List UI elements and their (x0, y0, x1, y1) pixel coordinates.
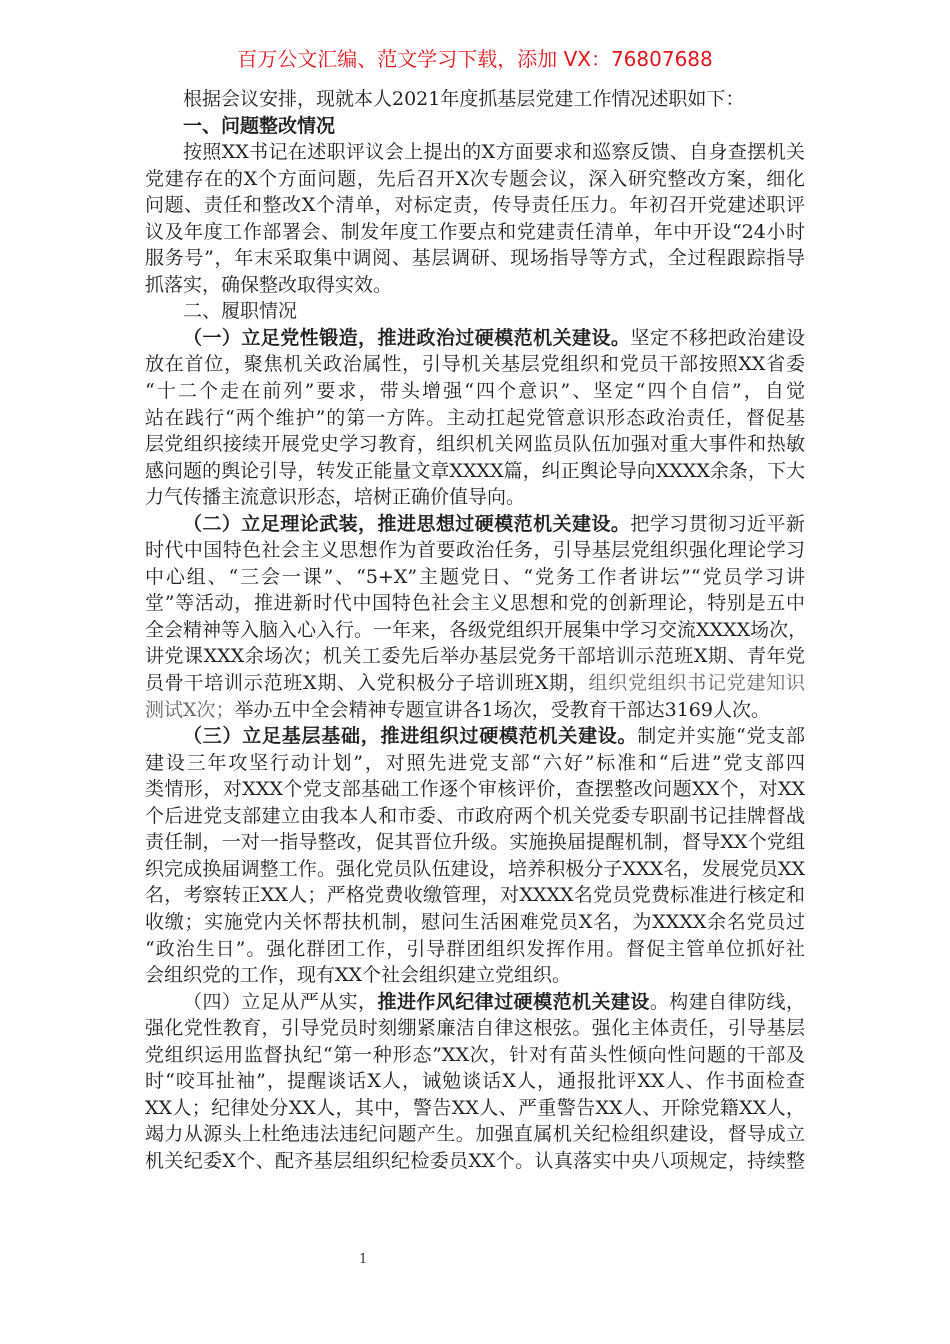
text-run: 议及年度工作部署会、制发年度工作要点和党建责任清单，年中开设“24小时 (145, 220, 805, 243)
text-run: XX人；纪律处分XX人，其中，警告XX人、严重警告XX人、开除党籍XX人， (145, 1096, 805, 1119)
text-line (145, 86, 805, 113)
text-run: 类情形，对XXX个党支部基础工作逐个审核评价，查摆整改问题XX个，对XX (145, 778, 805, 801)
text-run: 名，考察转正XX人；严格党费收缴管理，对XXXX名党员党费标准进行核定和 (145, 884, 805, 907)
text-run: 责任制，一对一指导整改，促其晋位升级。实施换届提醒机制，督导XX个党组 (145, 831, 805, 854)
text-run: 感问题的舆论引导，转发正能量文章XXXX篇，纠正舆论导向XXXX余条，下大 (145, 459, 805, 482)
text-line (145, 590, 805, 617)
text-run: 中心组、“三会一课”、“5+X”主题党日、“党务工作者讲坛”“党员学习讲 (145, 565, 805, 588)
text-line (145, 723, 805, 750)
text-run: 强化党性教育，引导党员时刻绷紧廉洁自律这根弦。强化主体责任，引导基层 (145, 1017, 805, 1040)
text-line (145, 272, 805, 299)
text-line (145, 484, 805, 511)
text-run: 问题、责任和整改X个清单，对标定责，传导责任压力。年初召开党建述职评 (145, 194, 805, 217)
text-run: 层党组织接续开展党史学习教育，组织机关网监员队伍加强对重大事件和热敏 (145, 433, 805, 456)
text-line (145, 750, 805, 777)
watermark-banner: 百万公文汇编、范文学习下载，添加 VX：76807688 (237, 47, 713, 71)
text-line (145, 564, 805, 591)
bold-text-run: （三）立足基层基础，推进组织过硬模范机关建设。 (183, 725, 638, 748)
text-run: 制定并实施“党支部 (637, 725, 805, 748)
text-line (145, 776, 805, 803)
text-run: 竭力从源头上杜绝违法违纪问题产生。加强直属机关纪检组织建设，督导成立 (145, 1123, 805, 1146)
text-run: 力气传播主流意识形态，培树正确价值导向。 (145, 486, 526, 509)
text-line (145, 1148, 805, 1175)
text-line (145, 405, 805, 432)
text-line (145, 219, 805, 246)
text-line (145, 1121, 805, 1148)
text-line (145, 431, 805, 458)
text-run: 讲党课XXX余场次；机关工委先后举办基层党务干部培训示范班X期、青年党 (145, 645, 805, 668)
text-run: 员骨干培训示范班X期、入党积极分子培训班X期， (145, 672, 589, 695)
text-line (145, 378, 805, 405)
text-line (145, 298, 805, 325)
text-run: “政治生日”。强化群团工作，引导群团组织发挥作用。督促主管单位抓好社 (145, 937, 805, 960)
text-run: 全会精神等入脑入心入行。一年来，各级党组织开展集中学习交流XXXX场次， (145, 618, 808, 641)
text-line (145, 245, 805, 272)
bold-text-run: （二）立足理论武装，推进思想过硬模范机关建设。 (183, 512, 631, 535)
text-line (145, 1042, 805, 1069)
text-line (145, 803, 805, 830)
text-line (145, 936, 805, 963)
text-line (145, 989, 805, 1016)
text-line (145, 697, 805, 724)
text-run: 举办五中全会精神专题宣讲各1场次，受教育干部达3169人次。 (234, 698, 770, 721)
text-run: 按照XX书记在述职评议会上提出的X方面要求和巡察反馈、自身查摆机关 (183, 141, 805, 164)
text-line (145, 192, 805, 219)
text-line (145, 643, 805, 670)
text-line (145, 458, 805, 485)
text-line (145, 962, 805, 989)
text-line (145, 909, 805, 936)
text-run: 会组织党的工作，现有XX个社会组织建立党组织。 (145, 964, 572, 987)
text-line (145, 537, 805, 564)
text-run: 时代中国特色社会主义思想作为首要政治任务，引导基层党组织强化理论学习 (145, 539, 805, 562)
text-run: 堂”等活动，推进新时代中国特色社会主义思想和党的创新理论，特别是五中 (145, 592, 805, 615)
text-run: 机关纪委X个、配齐基层组织纪检委员XX个。认真落实中央八项规定，持续整 (145, 1149, 805, 1172)
text-line (145, 617, 808, 644)
text-run: 服务号”，年末采取集中调阅、基层调研、现场指导等方式，全过程跟踪指导 (145, 247, 805, 270)
text-line (145, 1095, 805, 1122)
document-body (145, 86, 808, 1174)
text-run: 放在首位，聚焦机关政治属性，引导机关基层党组织和党员干部按照XX省委 (145, 353, 805, 376)
text-run: 坚定不移把政治建设 (630, 326, 805, 349)
text-run: 二、履职情况 (183, 300, 298, 323)
text-line (145, 882, 805, 909)
text-line (145, 856, 805, 883)
bold-text-run: 推进作风纪律过硬模范机关建设 (377, 990, 650, 1013)
text-run: 织完成换届调整工作。强化党员队伍建设，培养积极分子XXX名，发展党员XX (145, 857, 805, 880)
text-line (145, 829, 805, 856)
text-run: 党组织运用监督执纪“第一种形态”XX次，针对有苗头性倾向性问题的干部及 (145, 1043, 805, 1066)
text-run: 组织党组织书记党建知识 (588, 672, 805, 695)
page-number: 1 (359, 1252, 368, 1267)
text-line (145, 511, 805, 538)
text-run: 收缴；实施党内关怀帮扶机制，慰问生活困难党员X名，为XXXX余名党员过 (145, 910, 805, 933)
text-run: （四）立足从严从实， (183, 990, 378, 1013)
text-line (145, 113, 805, 140)
text-run: 党建存在的X个方面问题，先后召开X次专题会议，深入研究整改方案，细化 (145, 167, 805, 190)
text-line (145, 325, 805, 352)
text-line (145, 670, 805, 697)
text-line (145, 1068, 805, 1095)
text-run: 把学习贯彻习近平新 (630, 512, 805, 535)
text-line (145, 139, 805, 166)
text-run: 测试X次； (145, 698, 235, 721)
text-run: 根据会议安排，现就本人2021年度抓基层党建工作情况述职如下： (183, 88, 745, 110)
text-run: “十二个走在前列”要求，带头增强“四个意识”、坚定“四个自信”，自觉 (145, 380, 805, 403)
text-run: 建设三年攻坚行动计划”，对照先进党支部“六好”标准和“后进”党支部四 (145, 751, 805, 774)
text-run: 个后进党支部建立由我本人和市委、市政府两个机关党委专职副书记挂牌督战 (145, 804, 805, 827)
text-run: 站在践行“两个维护”的第一方阵。主动扛起党管意识形态政治责任，督促基 (145, 406, 805, 429)
text-line (145, 1015, 805, 1042)
text-run: 抓落实，确保整改取得实效。 (145, 273, 393, 296)
bold-text-run: （一）立足党性锻造，推进政治过硬模范机关建设。 (183, 326, 631, 349)
bold-text-run: 一、问题整改情况 (183, 114, 336, 137)
text-run: 。构建自律防线， (649, 990, 805, 1013)
text-line (145, 166, 805, 193)
text-line (145, 351, 805, 378)
text-run: 时“咬耳扯袖”，提醒谈话X人，诫勉谈话X人，通报批评XX人、作书面检查 (145, 1070, 805, 1093)
